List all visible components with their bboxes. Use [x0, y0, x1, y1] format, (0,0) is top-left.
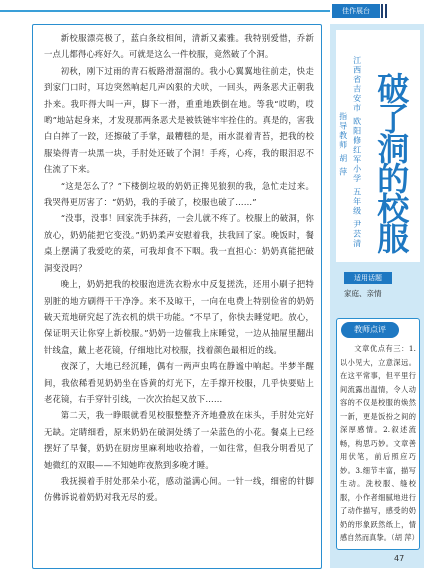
section-tag: 佳作展台 — [332, 4, 380, 18]
article-paragraph: 晚上，奶奶把我的校服泡进洗衣粉水中反复搓洗，还用小刷子把特别脏的地方刷得干干净净。来不及晾干，一向在电费上特别俭省的奶奶破天荒地研究起了洗衣机的烘干功能。“不早了，你快去睡觉吧。放心，保证明天让你穿上新校服。”奶奶一边催我上床睡觉，一边从抽屉里翻出针线盒，戴上老花镜，仔细地比对校服，找着颜色最相近的线。 — [44, 279, 314, 355]
teacher-line: 指导教师 胡 萍 — [338, 112, 348, 178]
comment-label: 教师点评 — [341, 322, 399, 338]
topic-value: 家庭、亲情 — [344, 289, 382, 298]
article-paragraph: “这是怎么了？”下楼倒垃圾的奶奶正搀见狼狈的我，急忙走过来。我哭得更厉害了：“奶奶，我的手破了，校服也破了……” — [44, 180, 314, 208]
page-header — [0, 0, 427, 22]
topic-label: 适用话题 — [344, 272, 392, 284]
article-title: 破了洞的校服 — [372, 72, 411, 252]
comment-body — [340, 342, 419, 545]
article-paragraph: 初秋，刚下过雨的青石板路滑溜溜的。我小心翼翼地往前走，快走到家门口时，耳边突然响起几声凶狠的犬吠，一回头，两条恶犬正朝我扑来。我吓得大叫一声，脚下一滑，重重地跌倒在地。等我“哎哟，哎哟”地站起身来，才发现那两条恶犬是被铁链牢牢拴住的。真是的，害我白白摔了一跤，还擦破了手掌，最糟糕的是，雨水混着青苔，把我的校服染得青一块黑一块，手肘处还破了个洞！手疼，心疼，我的眼泪忍不住流了下来。 — [44, 65, 314, 175]
article-paragraph: 我抚摸着手肘处那朵小花，感动溢满心间。一针一线，细密的针脚仿佛诉说着奶奶对我无尽的爱。 — [44, 475, 314, 503]
comment-paragraph: 文章优点有三：1.以小见大，立意深远。在这平常事，但平里行间流露出温情，令人动容的不仅是校服的焕然一新，更是饭扮之间的深厚感情。2.叙述流畅，构思巧妙。文章善用伏笔，前后照应巧妙。3.细节丰富，描写生动。洗校服、缝校服，小作者细腻地进行了动作描写，感受的奶奶的形象跃然纸上，情感自然而真挚。（胡 萍） — [340, 344, 419, 542]
header-rule — [0, 10, 330, 12]
article-paragraph: 夜深了，大地已经沉睡，偶有一两声虫鸣在静谧中响起。半梦半醒间，我依稀看见奶奶坐在昏黄的灯光下，左手撑开校服，几乎快要贴上老花镜，右手穿针引线，一次次抬起又放下…… — [44, 361, 314, 404]
article-body — [44, 30, 314, 506]
header-bars-decoration — [381, 4, 389, 18]
article-paragraph: 新校服漂亮极了，蓝白条纹相间，清新又素雅。我特别爱惜，乔新一点儿都得心疼好久。可就是这么一件校服，竟然破了个洞。 — [44, 33, 314, 60]
page-number: 47 — [394, 554, 405, 563]
article-paragraph: 第二天，我一睁眼就看见校服整整齐齐地叠放在床头，手肘处完好无缺。定睛细看，原来奶奶在破洞处绣了一朵蓝色的小花。餐桌上已经摆好了早餐，奶奶在厨房里麻利地收拾着，一如往常，但我分明看见了她微红的双眼——不知她昨夜熬到多晚才睡。 — [44, 410, 314, 470]
author-line: 江西省吉安市 欧阳修红军小学 五年级 尹芸清 — [352, 56, 362, 249]
article-paragraph: “没事，没事！回家洗手抹药，一会儿就不疼了。校服上的破洞，你放心，奶奶能把它变没。”奶奶柔声安慰着我，扶我回了家。晚饭时，餐桌上摆满了我爱吃的菜，可我却食不下咽。我一直担心：奶奶真能把破洞变没吗？ — [44, 213, 314, 273]
